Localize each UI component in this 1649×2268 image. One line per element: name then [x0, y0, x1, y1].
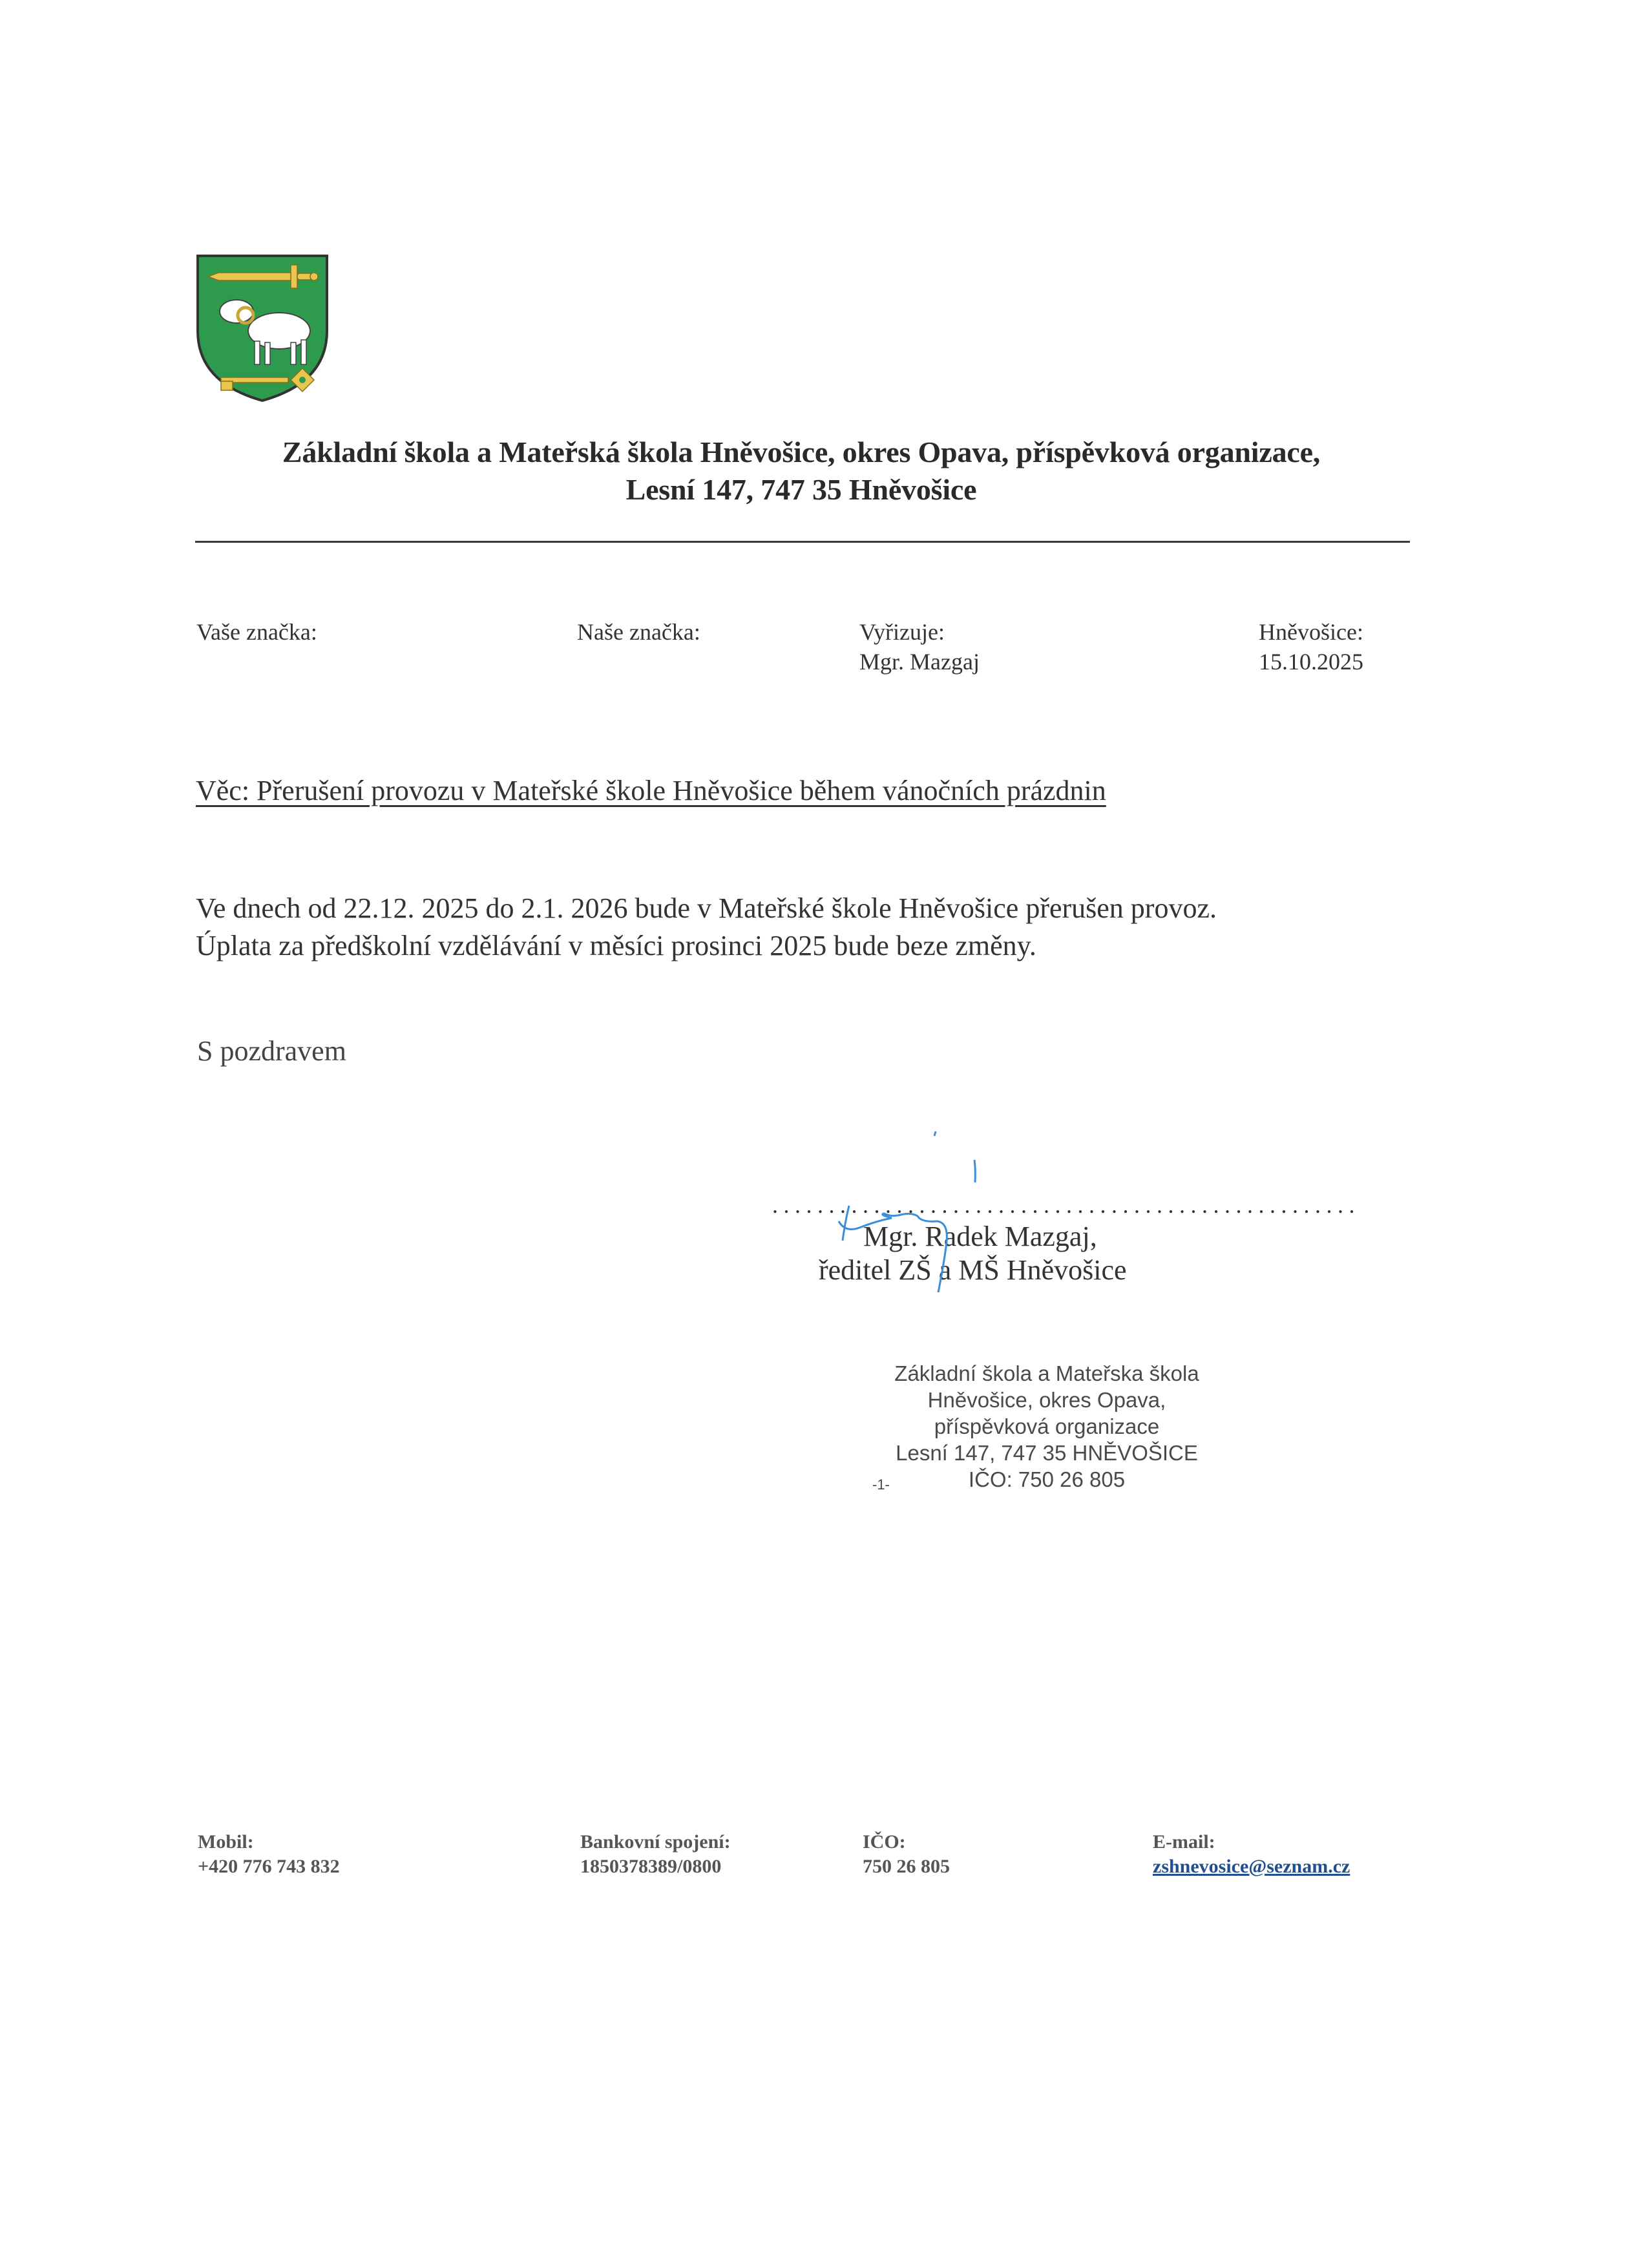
footer-mobile — [198, 1830, 340, 1879]
ico-value: 750 26 805 — [863, 1856, 950, 1877]
mobile-label: Mobil: — [198, 1831, 254, 1853]
stamp-line-2: Hněvošice, okres Opava, — [927, 1388, 1166, 1412]
ico-label: IČO: — [863, 1831, 906, 1853]
bank-label: Bankovní spojení: — [580, 1831, 731, 1853]
body-line-1: Ve dnech od 22.12. 2025 do 2.1. 2026 bude v Mateřské škole Hněvošice přerušen provoz. — [196, 892, 1217, 924]
stamp-line-3: příspěvková organizace — [934, 1414, 1160, 1438]
signatory-name: Mgr. Radek Mazgaj, — [863, 1221, 1097, 1252]
greeting: S pozdravem — [197, 1035, 346, 1067]
place-label: Hněvošice: — [1259, 619, 1363, 645]
subject-line: Věc: Přerušení provozu v Mateřské škole Hněvošice během vánočních prázdnin — [196, 775, 1106, 806]
letter-body — [196, 890, 1217, 965]
stamp-line-1: Základní škola a Mateřska škola — [894, 1361, 1199, 1385]
our-reference-label: Naše značka: — [577, 619, 700, 645]
stamp-line-4: Lesní 147, 747 35 HNĚVOŠICE — [896, 1441, 1198, 1465]
footer-ico — [863, 1830, 950, 1879]
coat-of-arms-logo — [195, 253, 330, 403]
body-line-2: Úplata za předškolní vzdělávání v měsíci prosinci 2025 bude beze změny. — [196, 930, 1036, 961]
header-divider — [195, 541, 1410, 543]
stamp-page-mark: -1- — [872, 1476, 890, 1493]
bank-value: 1850378389/0800 — [580, 1856, 722, 1877]
footer-bank — [580, 1830, 731, 1879]
letterhead-title: Základní škola a Mateřská škola Hněvošice, okres Opava, příspěvková organizace, — [282, 436, 1321, 468]
handled-by-label: Vyřizuje: — [859, 619, 945, 645]
your-reference — [196, 617, 317, 647]
your-reference-label: Vaše značka: — [196, 619, 317, 645]
handwritten-signature — [762, 1131, 1360, 1273]
letterhead-address: Lesní 147, 747 35 Hněvošice — [625, 473, 977, 506]
mobile-value: +420 776 743 832 — [198, 1856, 340, 1877]
signature-line: .................................................... — [772, 1192, 1360, 1218]
date-value: 15.10.2025 — [1259, 649, 1363, 675]
email-label: E-mail: — [1153, 1831, 1215, 1853]
handled-by-value: Mgr. Mazgaj — [859, 649, 980, 675]
footer-email — [1153, 1830, 1350, 1879]
stamp-line-5-row — [853, 1466, 1241, 1493]
handled-by — [859, 617, 980, 677]
our-reference — [577, 617, 700, 647]
signatory-role: ředitel ZŠ a MŠ Hněvošice — [819, 1254, 1127, 1286]
official-stamp — [853, 1360, 1241, 1493]
email-link[interactable]: zshnevosice@seznam.cz — [1153, 1856, 1350, 1877]
stamp-line-5: IČO: 750 26 805 — [968, 1467, 1126, 1491]
place-date — [1241, 617, 1363, 677]
